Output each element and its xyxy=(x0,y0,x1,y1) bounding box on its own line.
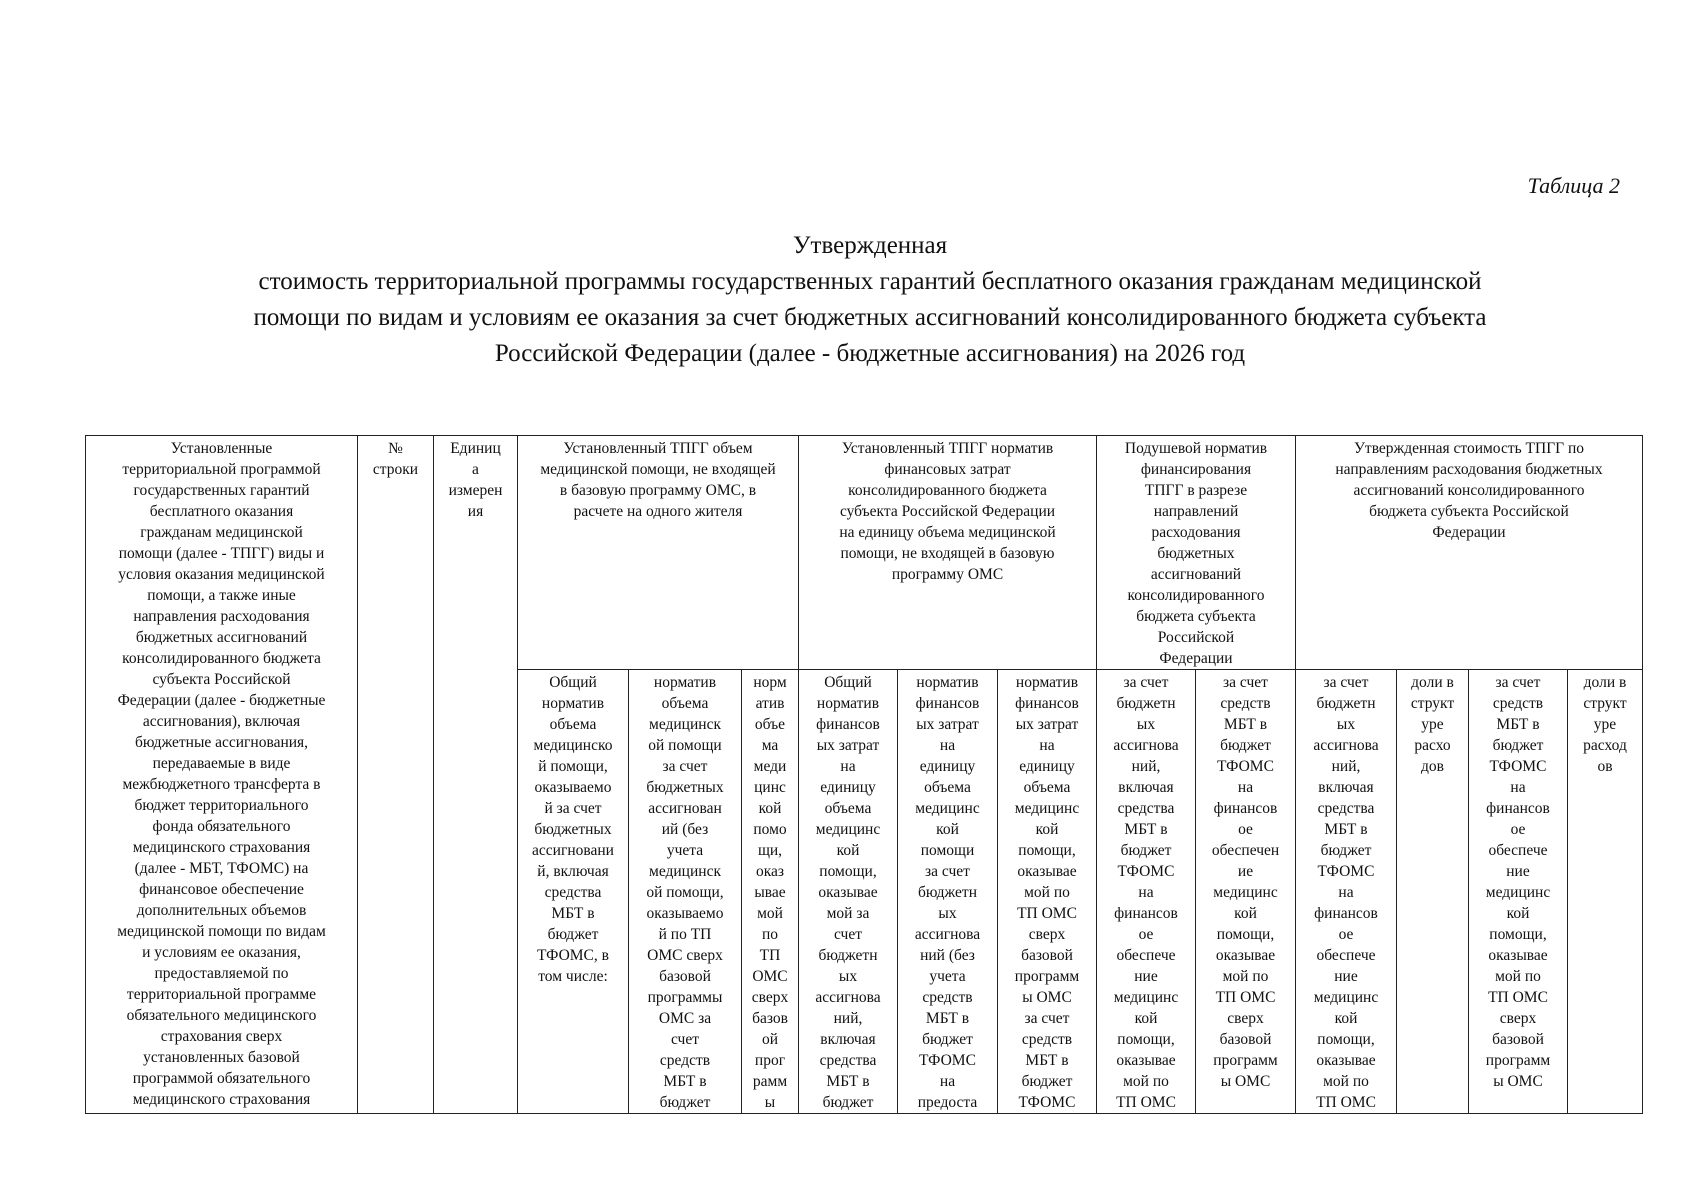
header-per-capita-group: Подушевой норматив финансирования ТПГГ в разрезе направлений расходования бюджетных ассигнований консолидированного бюджета субъекта Российской Федерации xyxy=(1097,436,1296,670)
subheader-extra-cost-norm: норматив финансов ых затрат на единицу объема медицинс кой помощи, оказывае мой по ТП ОМС сверх базовой программ ы ОМС за счет средств МБТ в бюджет ТФОМС xyxy=(998,670,1097,1114)
subheader-cost-mbt: за счет средств МБТ в бюджет ТФОМС на финансов ое обеспече ние медицинс кой помощи, оказывае мой по ТП ОМС сверх базовой программ ы ОМС xyxy=(1469,670,1568,1114)
subheader-per-capita-budget: за счет бюджетн ых ассигнова ний, включая средства МБТ в бюджет ТФОМС на финансов ое обеспече ние медицинс кой помощи, оказывае мой по ТП ОМС xyxy=(1097,670,1196,1114)
subheader-cost-budget-share: доли в структ уре расхо дов xyxy=(1397,670,1469,1114)
subheader-total-volume: Общий норматив объема медицинско й помощи, оказываемо й за счет бюджетных ассигновани й, включая средства МБТ в бюджет ТФОМС, в том числе: xyxy=(518,670,629,1114)
header-cost-norm-group: Установленный ТПГГ норматив финансовых затрат консолидированного бюджета субъекта Российской Федерации на единицу объема медицинской помощи, не входящей в базовую программу ОМС xyxy=(799,436,1097,670)
header-unit: Единиц а измерен ия xyxy=(434,436,518,1114)
header-volume-group: Установленный ТПГГ объем медицинской помощи, не входящей в базовую программу ОМС, в расчете на одного жителя xyxy=(518,436,799,670)
subheader-per-capita-mbt: за счет средств МБТ в бюджет ТФОМС на финансов ое обеспечен ие медицинс кой помощи, оказывае мой по ТП ОМС сверх базовой программ ы ОМС xyxy=(1196,670,1296,1114)
table-number-label: Таблица 2 xyxy=(1527,173,1620,198)
title-line-1: Утвержденная xyxy=(792,232,948,259)
subheader-extra-volume: норм атив объе ма меди цинс кой помо щи, оказ ывае мой по ТП ОМС сверх базов ой прог рамм ы xyxy=(742,670,799,1114)
header-approved-cost-group: Утвержденная стоимость ТПГГ по направлениям расходования бюджетных ассигнований консолидированного бюджета субъекта Российской Федерации xyxy=(1296,436,1643,670)
subheader-budget-volume: норматив объема медицинск ой помощи за счет бюджетных ассигнован ий (без учета медицинск ой помощи, оказываемо й по ТП ОМС сверх базовой программы ОМС за счет средств МБТ в бюджет xyxy=(629,670,742,1114)
header-service-types: Установленные территориальной программой государственных гарантий бесплатного оказания гражданам медицинской помощи (далее - ТПГГ) виды и условия оказания медицинской помощи, а также иные направления расходования бюджетных ассигнований консолидированного бюджета субъекта Российской Федерации (далее - бюджетные ассигнования), включая бюджетные ассигнования, передаваемые в виде межбюджетного трансферта в бюджет территориального фонда обязательного медицинского страхования (далее - МБТ, ТФОМС) на финансовое обеспечение дополнительных объемов медицинской помощи по видам и условиям ее оказания, предоставляемой по территориальной программе обязательного медицинского страхования сверх установленных базовой программой обязательного медицинского страхования xyxy=(86,436,358,1114)
title-line-4: Российской Федерации (далее - бюджетные ассигнования) на 2026 год xyxy=(494,340,1246,367)
cost-table xyxy=(85,435,1643,1114)
document-title xyxy=(130,228,1610,372)
header-row-number: № строки xyxy=(358,436,434,1114)
subheader-cost-mbt-share: доли в структ уре расход ов xyxy=(1568,670,1643,1114)
subheader-budget-cost-norm: норматив финансов ых затрат на единицу объема медицинс кой помощи за счет бюджетн ых ассигнова ний (без учета средств МБТ в бюджет ТФОМС на предоста xyxy=(898,670,998,1114)
subheader-cost-budget: за счет бюджетн ых ассигнова ний, включая средства МБТ в бюджет ТФОМС на финансов ое обеспече ние медицинс кой помощи, оказывае мой по ТП ОМС xyxy=(1296,670,1397,1114)
title-line-3: помощи по видам и условиям ее оказания за счет бюджетных ассигнований консолидированного бюджета субъекта xyxy=(253,304,1487,331)
subheader-total-cost-norm: Общий норматив финансов ых затрат на единицу объема медицинс кой помощи, оказывае мой за счет бюджетн ых ассигнова ний, включая средства МБТ в бюджет xyxy=(799,670,898,1114)
title-line-2: стоимость территориальной программы государственных гарантий бесплатного оказания гражданам медицинской xyxy=(258,268,1482,295)
